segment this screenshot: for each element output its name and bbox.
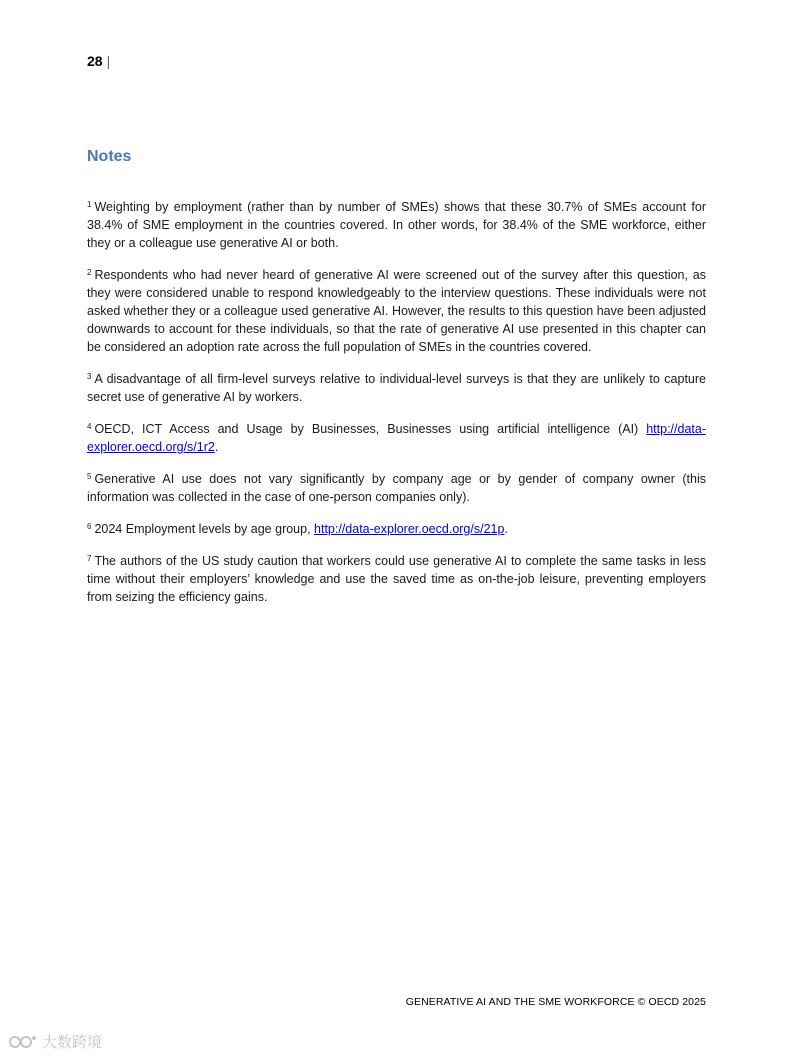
note-4 (87, 420, 706, 456)
note-1 (87, 198, 706, 252)
note-text: The authors of the US study caution that workers could use generative AI to complete the same tasks in less time without their employers’ knowledge and use the saved time as on-the-job leisure, preventing employers from seizing the efficiency gains. (87, 554, 706, 604)
note-text-after: . (504, 522, 508, 536)
note-5 (87, 470, 706, 506)
watermark-logo-icon (8, 1033, 38, 1051)
note-link[interactable]: http://data-explorer.oecd.org/s/1r2 (87, 422, 706, 454)
note-number: 4 (87, 422, 92, 431)
note-text: OECD, ICT Access and Usage by Businesses, Businesses using artificial intelligence (AI) (94, 422, 647, 436)
notes-list (87, 198, 706, 620)
note-text: Respondents who had never heard of generative AI were screened out of the survey after this question, as they were considered unable to respond knowledgeably to the interview questions. These individuals were not asked whether they or a colleague used generative AI. However, the results to this question have been adjusted downwards to account for these individuals, so that the rate of generative AI use presented in this chapter can be considered an adoption rate across the full population of SMEs in the countries covered. (87, 268, 706, 354)
note-text: A disadvantage of all firm-level surveys relative to individual-level surveys is that they are unlikely to capture secret use of generative AI by workers. (87, 372, 706, 404)
note-number: 6 (87, 522, 92, 531)
note-text-after: . (214, 440, 219, 454)
note-7 (87, 552, 706, 606)
note-text: 2024 Employment levels by age group, (94, 522, 315, 536)
note-number: 5 (87, 472, 92, 481)
note-number: 3 (87, 372, 92, 381)
note-number: 2 (87, 268, 92, 277)
note-number: 1 (87, 200, 92, 209)
page-footer: GENERATIVE AI AND THE SME WORKFORCE © OECD 2025 (405, 996, 706, 1008)
note-text: Generative AI use does not vary significantly by company age or by gender of company owner (this information was collected in the case of one-person companies only). (87, 472, 706, 504)
notes-heading: Notes (87, 148, 132, 165)
note-3 (87, 370, 706, 406)
note-2 (87, 266, 706, 356)
note-text: Weighting by employment (rather than by number of SMEs) shows that these 30.7% of SMEs account for 38.4% of SME employment in the countries covered. In other words, for 38.4% of the SME workforce, either they or a colleague use generative AI or both. (87, 200, 706, 250)
watermark-text: 大数跨境 (42, 1034, 103, 1051)
page-number-separator: | (106, 53, 111, 69)
page-number (87, 52, 110, 70)
watermark (8, 1031, 102, 1052)
note-6 (87, 520, 706, 538)
page-number-value: 28 (87, 53, 103, 69)
note-link[interactable]: http://data-explorer.oecd.org/s/21p (314, 522, 505, 536)
note-number: 7 (87, 554, 92, 563)
